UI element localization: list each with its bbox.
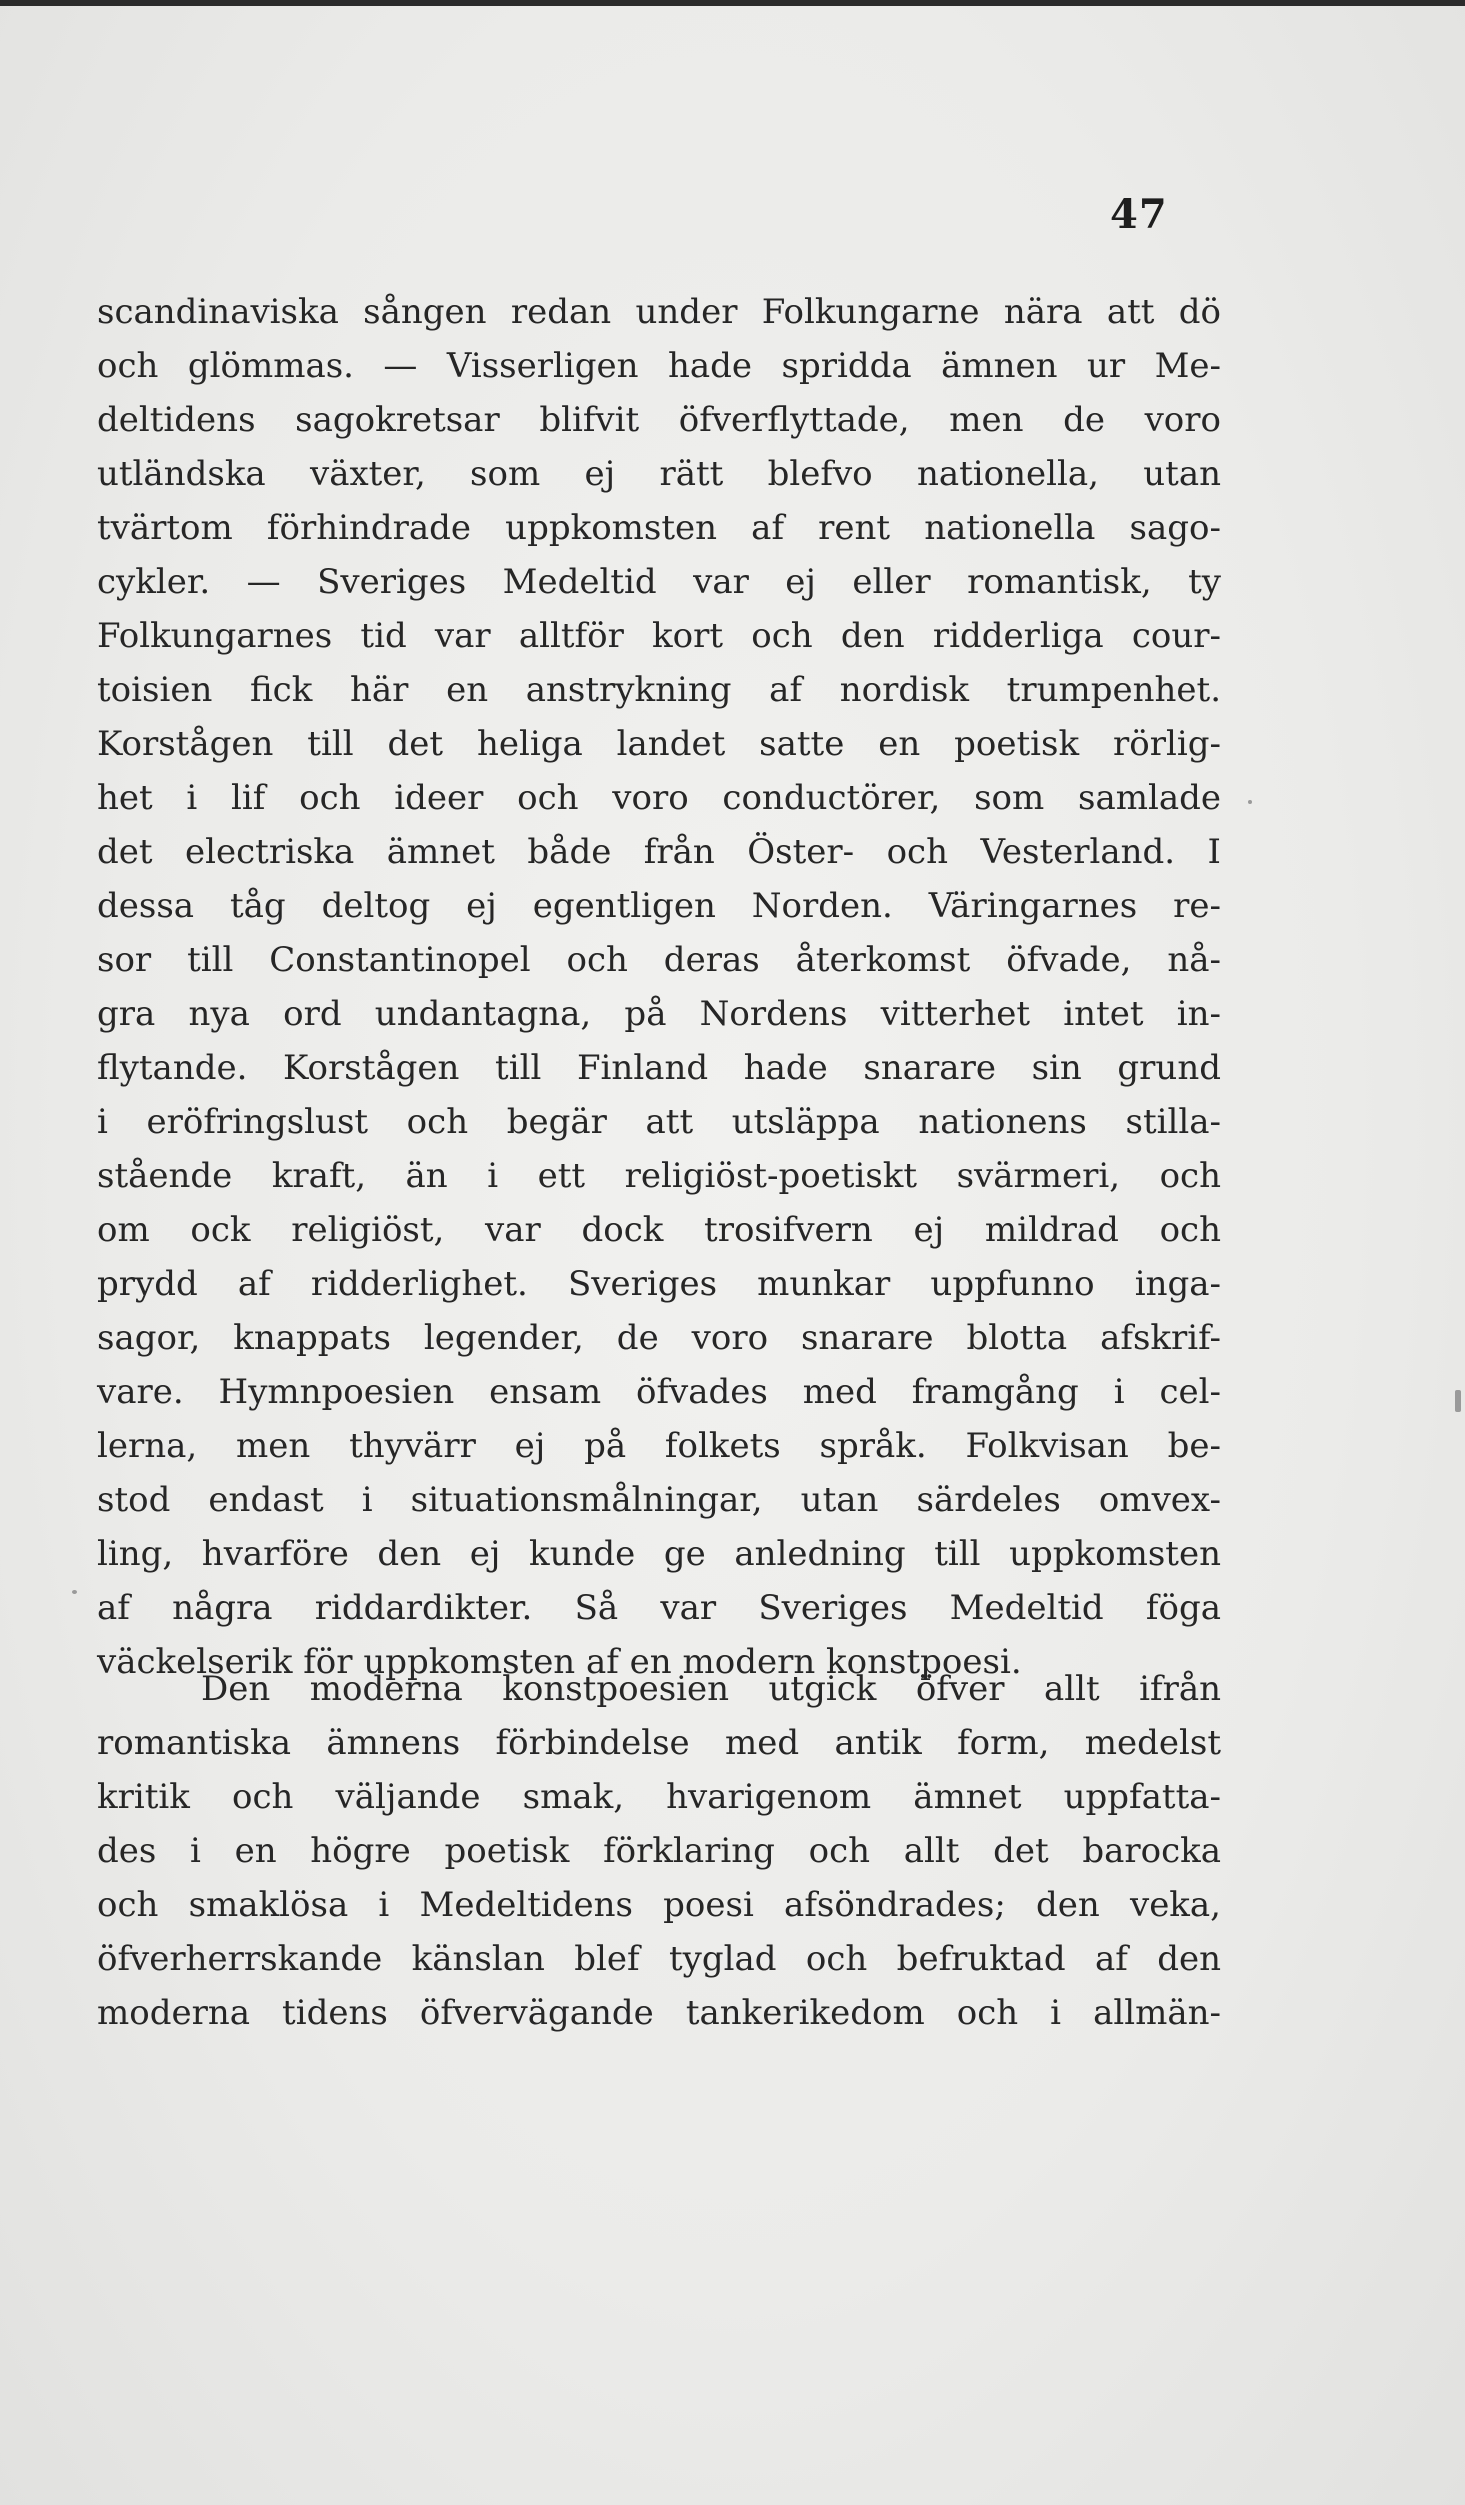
paper-speck (1455, 1390, 1461, 1412)
text-line: toisien fick här en anstrykning af nordisk trumpenhet. (97, 670, 1221, 710)
text-line: gra nya ord undantagna, på Nordens vitterhet intet in- (97, 994, 1221, 1034)
paper-speck (72, 1590, 77, 1594)
paragraph-2 (97, 1662, 1221, 2040)
text-line: het i lif och ideer och voro conductörer, som samlade (97, 778, 1221, 818)
text-line: dessa tåg deltog ej egentligen Norden. Väringarnes re- (97, 886, 1221, 926)
text-line: väckelserik för uppkomsten af en modern konstpoesi. (97, 1642, 1022, 1682)
text-line: scandinaviska sången redan under Folkungarne nära att dö (97, 292, 1221, 332)
paragraph-1 (97, 285, 1221, 1689)
text-line: lerna, men thyvärr ej på folkets språk. Folkvisan be- (97, 1426, 1221, 1466)
text-line: öfverherrskande känslan blef tyglad och befruktad af den (97, 1939, 1221, 1979)
text-line: i eröfringslust och begär att utsläppa nationens stilla- (97, 1102, 1221, 1142)
text-line: och glömmas. — Visserligen hade spridda ämnen ur Me- (97, 346, 1221, 386)
text-line: af några riddardikter. Så var Sveriges Medeltid föga (97, 1588, 1221, 1628)
text-line: stående kraft, än i ett religiöst-poetiskt svärmeri, och (97, 1156, 1221, 1196)
text-line: tvärtom förhindrade uppkomsten af rent nationella sago- (97, 508, 1221, 548)
text-line: och smaklösa i Medeltidens poesi afsöndrades; den veka, (97, 1885, 1221, 1925)
text-line: deltidens sagokretsar blifvit öfverflyttade, men de voro (97, 400, 1221, 440)
text-line: stod endast i situationsmålningar, utan särdeles omvex- (97, 1480, 1221, 1520)
text-line: prydd af ridderlighet. Sveriges munkar uppfunno inga- (97, 1264, 1221, 1304)
text-line: cykler. — Sveriges Medeltid var ej eller romantisk, ty (97, 562, 1221, 602)
text-line: moderna tidens öfvervägande tankerikedom och i allmän- (97, 1993, 1221, 2033)
text-line: om ock religiöst, var dock trosifvern ej mildrad och (97, 1210, 1221, 1250)
text-line: utländska växter, som ej rätt blefvo nationella, utan (97, 454, 1221, 494)
text-line: romantiska ämnens förbindelse med antik form, medelst (97, 1723, 1221, 1763)
text-line: Folkungarnes tid var alltför kort och den ridderliga cour- (97, 616, 1221, 656)
text-line: ling, hvarföre den ej kunde ge anledning till uppkomsten (97, 1534, 1221, 1574)
text-line: kritik och väljande smak, hvarigenom ämnet uppfatta- (97, 1777, 1221, 1817)
text-line: des i en högre poetisk förklaring och allt det barocka (97, 1831, 1221, 1871)
text-line: flytande. Korstågen till Finland hade snarare sin grund (97, 1048, 1221, 1088)
text-line: Den moderna konstpoesien utgick öfver allt ifrån (201, 1669, 1221, 1709)
text-line: det electriska ämnet både från Öster- och Vesterland. I (97, 832, 1221, 872)
page-top-edge (0, 0, 1465, 6)
text-line: sor till Constantinopel och deras återkomst öfvade, nå- (97, 940, 1221, 980)
text-line: Korstågen till det heliga landet satte en poetisk rörlig- (97, 724, 1221, 764)
page-number: 47 (1110, 191, 1168, 238)
paper-speck (1248, 800, 1252, 804)
text-line: vare. Hymnpoesien ensam öfvades med framgång i cel- (97, 1372, 1221, 1412)
text-line: sagor, knappats legender, de voro snarare blotta afskrif- (97, 1318, 1221, 1358)
